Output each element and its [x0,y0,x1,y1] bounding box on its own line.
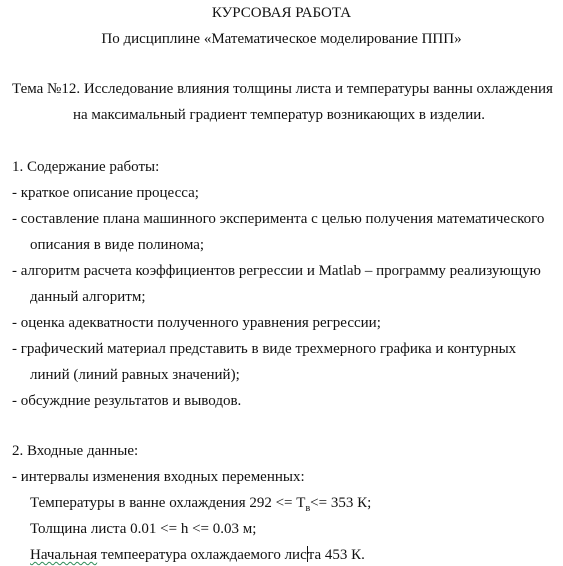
initial-temperature-text-end: та 453 К. [307,547,365,563]
list-item: - обсуждние результатов и выводов. [12,393,242,409]
initial-temperature-text: темпеература охлаждаемого лис [97,547,307,563]
section-1-heading: 1. Содержание работы: [12,159,160,175]
list-item: - интервалы изменения входных переменных: [12,469,305,485]
list-item-continuation: линий (линий равных значений); [30,367,240,383]
section-2-heading: 2. Входные данные: [12,443,139,459]
temperature-range-suffix: <= 353 К; [310,495,372,511]
thickness-range-line: Толщина листа 0.01 <= h <= 0.03 м; [30,521,257,537]
document-title: КУРСОВАЯ РАБОТА [211,5,352,21]
list-item-continuation: описания в виде полинома; [30,237,205,253]
list-item: - графический материал представить в виде трехмерного графика и контурных [12,341,517,357]
list-item: - алгоритм расчета коэффициентов регрессии и Matlab – программу реализующую [12,263,541,279]
initial-temperature-line [30,546,365,564]
list-item: - краткое описание процесса; [12,185,199,201]
list-item: - оценка адекватности полученного уравнения регрессии; [12,315,381,331]
temperature-subscript: в [305,503,311,514]
list-item-continuation: данный алгоритм; [30,289,146,305]
topic-line-2: на максимальный градиент температур возникающих в изделии. [73,107,486,123]
list-item: - составление плана машинного эксперимента с целью получения математического [12,211,545,227]
spellcheck-flagged-word[interactable]: Начальная [30,547,98,563]
document-subtitle: По дисциплине «Математическое моделирование ППП» [101,31,462,47]
temperature-range-line [30,494,371,518]
temperature-range-text: Температуры в ванне охлаждения 292 <= Т [30,495,306,511]
topic-line-1: Тема №12. Исследование влияния толщины листа и температуры ванны охлаждения [12,81,553,97]
